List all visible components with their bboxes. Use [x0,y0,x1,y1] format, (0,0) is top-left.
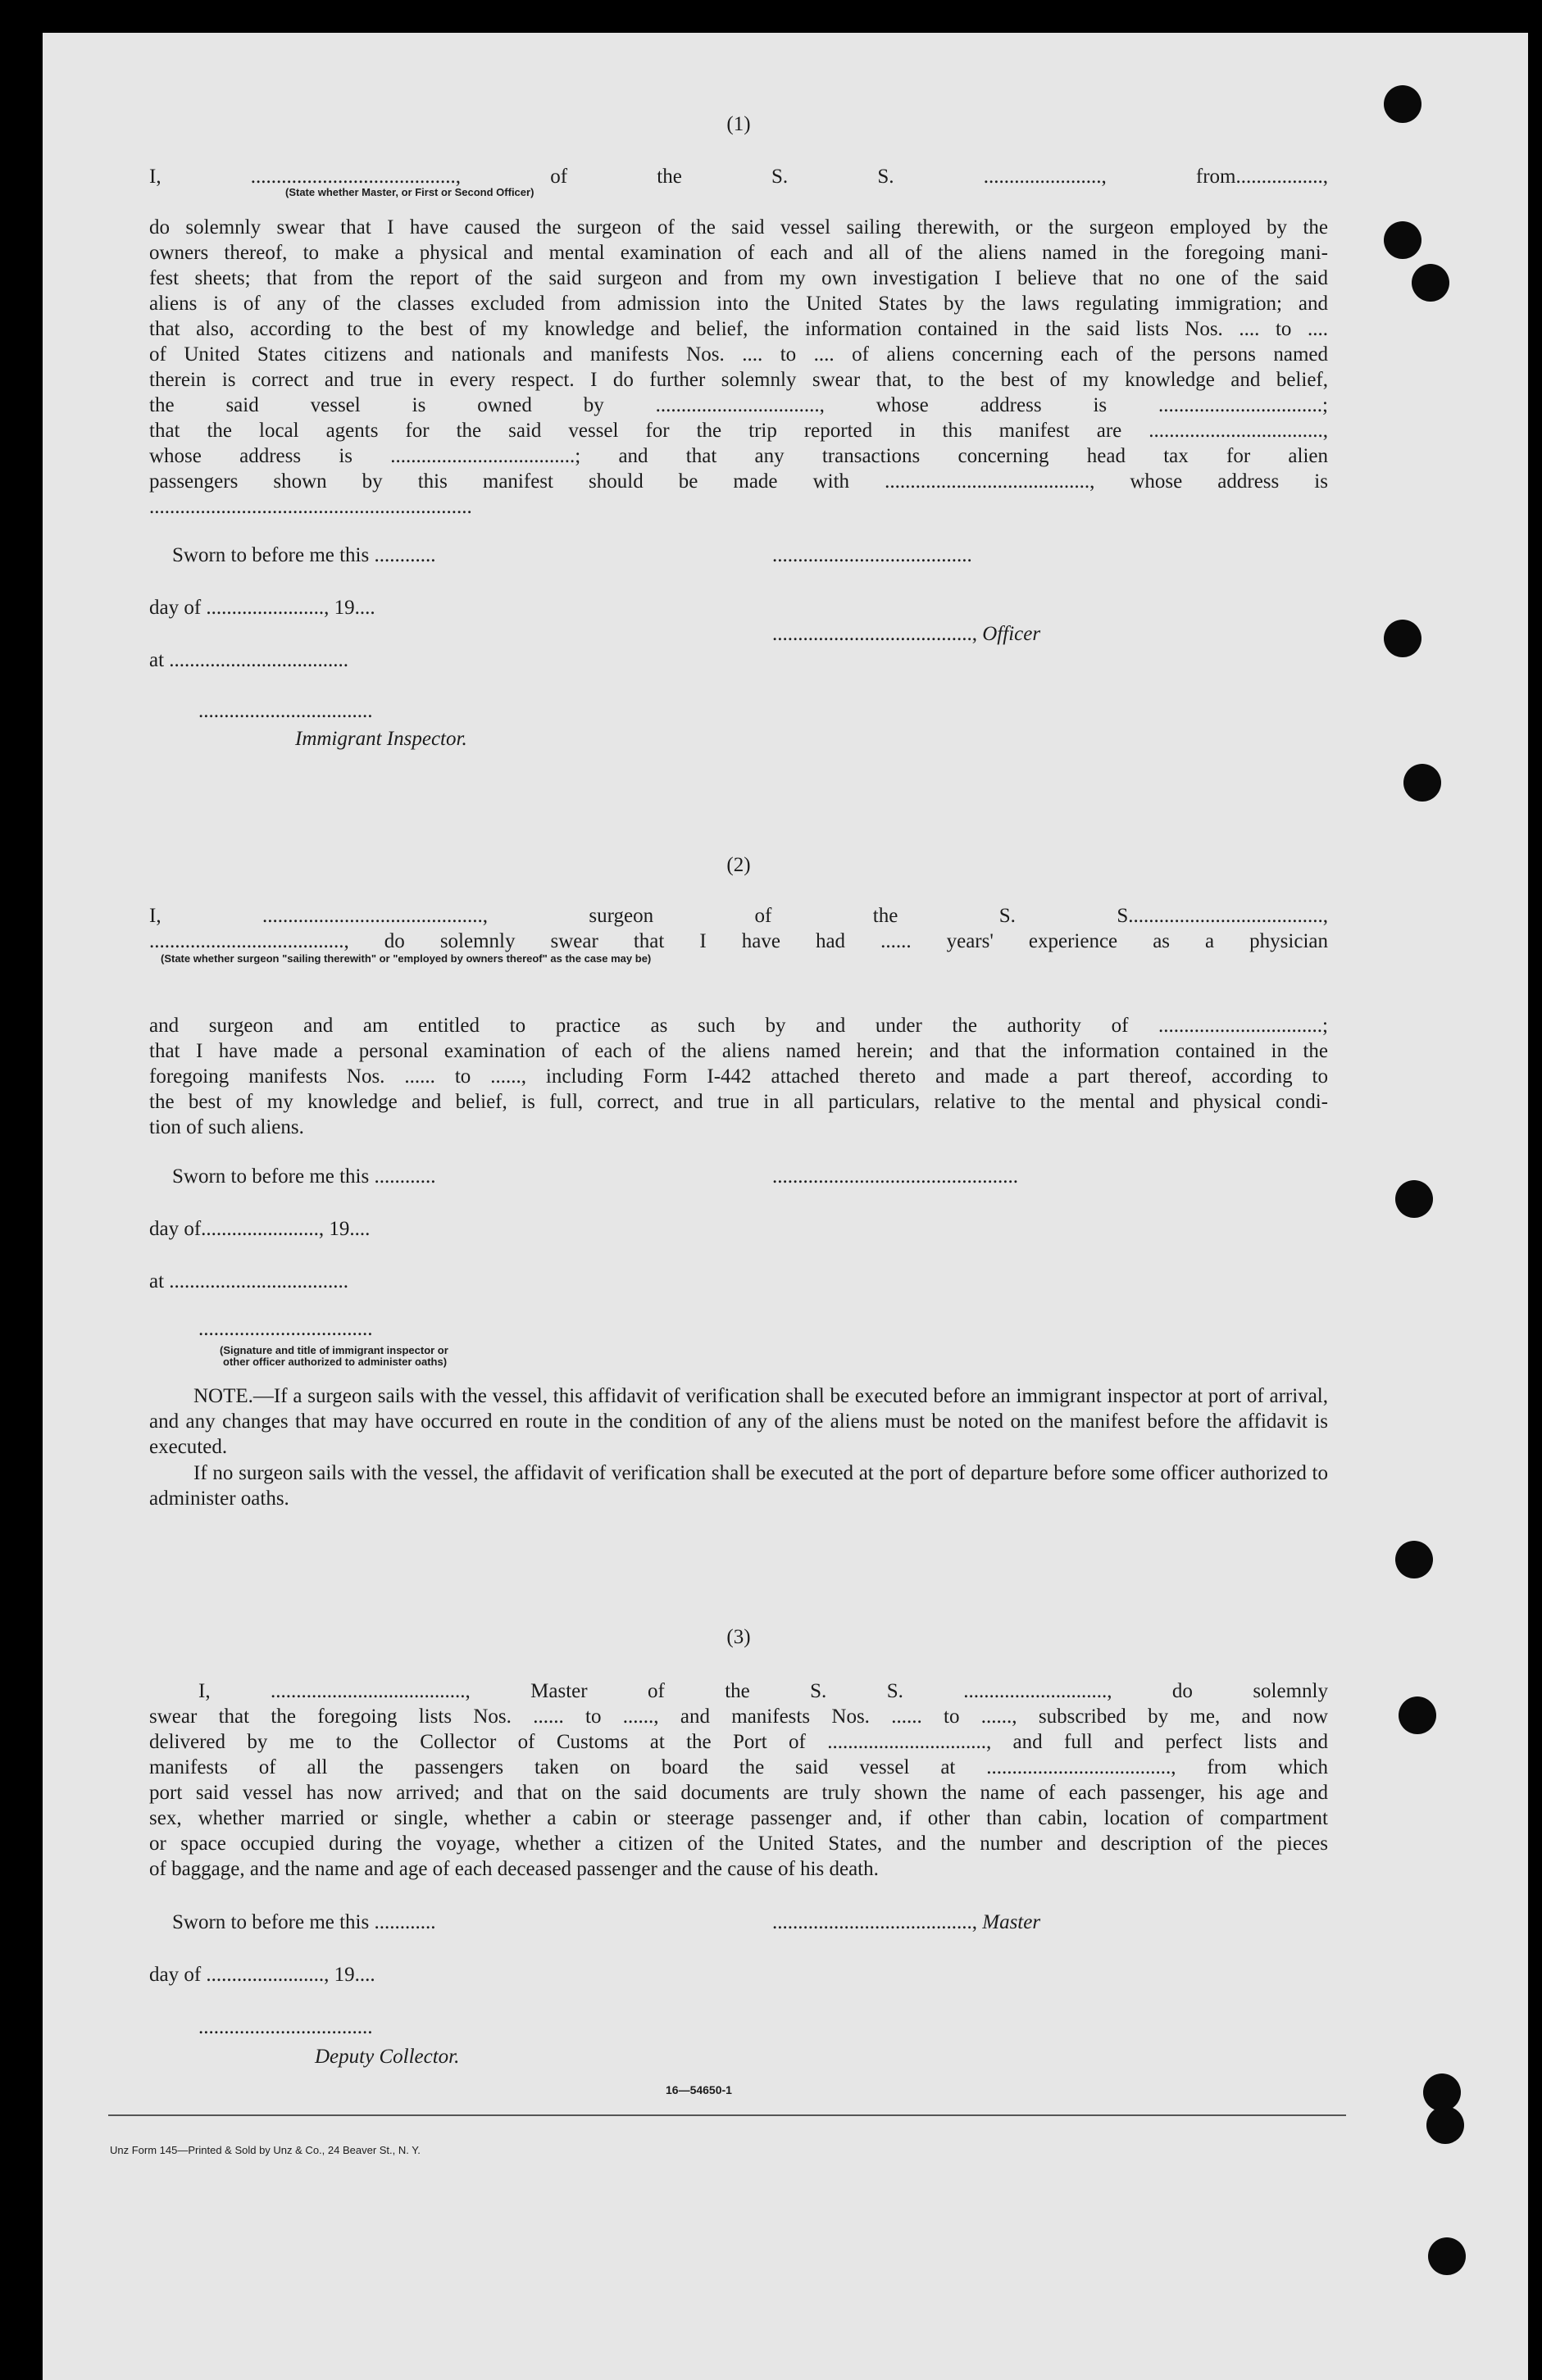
officer-label: Officer [982,623,1041,645]
day-of-line: day of......................., 19.... [149,1218,371,1240]
day-of-line: day of ......................., 19.... [149,597,375,619]
collector-signature-dots: .................................. [198,2016,373,2038]
at-line: at ................................... [149,649,349,671]
paragraph-line: tion of such aliens. [149,1116,304,1138]
signature-dots: ....................................... [772,544,972,566]
day-of-line: day of ......................., 19.... [149,1964,375,1986]
punch-hole [1399,1696,1436,1734]
surgeon-first-line: I, ..........................................., surgeon of the S. S......................................, [149,905,1328,927]
signature-note: (Signature and title of immigrant inspector or [220,1344,448,1356]
note-text: If no surgeon sails with the vessel, the affidavit of verification shall be executed at the port of departure before some officer authorized to administer oaths. [149,1462,1328,1510]
paragraph-line: that also, according to the best of my knowledge and belief, the information contained in the said lists Nos. .... to .... [149,318,1328,340]
surgeon-second-line: ......................................, do solemnly swear that I have had ...... years' experience as a physician [149,930,1328,952]
surgeon-type-note: (State whether surgeon "sailing therewith" or "employed by owners thereof" as the case may be) [161,952,652,965]
inspector-label: Immigrant Inspector. [295,728,467,750]
signature-note: other officer authorized to administer oaths) [223,1356,448,1368]
paragraph-line: foregoing manifests Nos. ...... to ......, including Form I-442 attached thereto and made a part thereof, according to [149,1065,1328,1088]
officer-dots: ......................................., [772,623,983,645]
officer-rank-note: (State whether Master, or First or Second Officer) [285,186,534,198]
inspector-signature-dots: .................................. [198,700,373,722]
paragraph-line: do solemnly swear that I have caused the surgeon of the said vessel sailing therewith, or the surgeon employed by the [149,216,1328,238]
punch-hole [1384,221,1421,259]
section-1-body [149,164,1328,198]
note-text: NOTE.—If a surgeon sails with the vessel, this affidavit of verification shall be executed before an immigrant inspector at port of arrival, and any changes that may have occurred en route in the condition of any of the aliens must be noted on the manifest before the affidavit is executed. [149,1385,1328,1458]
paragraph-line: and surgeon and am entitled to practice as such by and under the authority of ................................; [149,1015,1328,1037]
printer-credit: Unz Form 145—Printed & Sold by Unz & Co., 24 Beaver St., N. Y. [110,2144,421,2156]
deputy-collector-label: Deputy Collector. [315,2046,460,2068]
master-dots: ......................................., [772,1911,983,1933]
section-1-paragraph [149,215,1328,520]
section-3-number: (3) [726,1626,751,1648]
punch-hole [1426,2106,1464,2144]
section-1-first-line: I, ........................................, of the S. S. ......................., from................., [149,166,1328,188]
paragraph-line: of baggage, and the name and age of each deceased passenger and the cause of his death. [149,1858,879,1880]
paragraph-line: or space occupied during the voyage, whether a citizen of the United States, and the number and description of the pieces [149,1833,1328,1855]
paragraph-line: ............................................................... [149,496,472,518]
paragraph-line: owners thereof, to make a physical and mental examination of each and all of the aliens named in the foregoing mani- [149,242,1328,264]
section-1-number: (1) [726,113,751,135]
section-2-paragraph [149,1013,1328,1140]
master-signature-line [772,1910,1040,1935]
inspector-signature-dots: .................................. [198,1318,373,1340]
at-line: at ................................... [149,1270,349,1292]
paragraph-line: swear that the foregoing lists Nos. ...... to ......, and manifests Nos. ...... to ......, subscribed by me, and now [149,1706,1328,1728]
paragraph-line: that the local agents for the said vessel for the trip reported in this manifest are .................................., [149,420,1328,442]
note-paragraph [149,1383,1328,1460]
paragraph-line: port said vessel has now arrived; and that on the said documents are truly shown the name of each passenger, his age and [149,1782,1328,1804]
punch-hole [1423,2073,1461,2111]
paragraph-line: aliens is of any of the classes excluded from admission into the United States by the laws regulating immigration; and [149,293,1328,315]
paragraph-line: the said vessel is owned by ................................, whose address is ................................; [149,394,1328,416]
paragraph-line: I, ......................................, Master of the S. S. ............................, do solemnly [198,1680,1328,1702]
punch-hole [1428,2237,1466,2275]
paragraph-line: whose address is ....................................; and that any transactions concerning head tax for alien [149,445,1328,467]
section-2-number: (2) [726,854,751,876]
sworn-line: Sworn to before me this ............ [172,1165,436,1188]
paragraph-line: sex, whether married or single, whether a cabin or steerage passenger and, if other than cabin, location of compartment [149,1807,1328,1829]
paragraph-line: that I have made a personal examination of each of the aliens named herein; and that the information contained in the [149,1040,1328,1062]
punch-hole [1403,764,1441,802]
paragraph-line: therein is correct and true in every respect. I do further solemnly swear that, to the best of my knowledge and belief, [149,369,1328,391]
sworn-line: Sworn to before me this ............ [172,544,436,566]
punch-hole [1384,85,1421,123]
sworn-line: Sworn to before me this ............ [172,1911,436,1933]
section-2-header-lines [149,903,1328,965]
paragraph-line: manifests of all the passengers taken on board the said vessel at ...................................., from which [149,1756,1328,1778]
punch-hole [1384,620,1421,657]
form-number: 16—54650-1 [666,2083,732,2096]
paragraph-line: fest sheets; that from the report of the said surgeon and from my own investigation I believe that no one of the said [149,267,1328,289]
punch-hole [1395,1541,1433,1578]
punch-hole [1395,1180,1433,1218]
paragraph-line: passengers shown by this manifest should be made with ........................................, whose address is [149,470,1328,493]
signature-dots: ................................................ [772,1165,1018,1188]
paragraph-line: of United States citizens and nationals and manifests Nos. .... to .... of aliens concerning each of the persons named [149,343,1328,366]
paragraph-line: delivered by me to the Collector of Customs at the Port of ..............................., and full and perfect lists and [149,1731,1328,1753]
punch-hole [1412,264,1449,302]
section-3-paragraph [149,1678,1328,1882]
footer-divider [108,2114,1346,2116]
master-label: Master [982,1911,1041,1933]
document-page [43,33,1528,2380]
paragraph-line: the best of my knowledge and belief, is full, correct, and true in all particulars, relative to the mental and physical condi- [149,1091,1328,1113]
officer-signature-line [772,621,1040,647]
note-paragraph-2 [149,1460,1328,1511]
